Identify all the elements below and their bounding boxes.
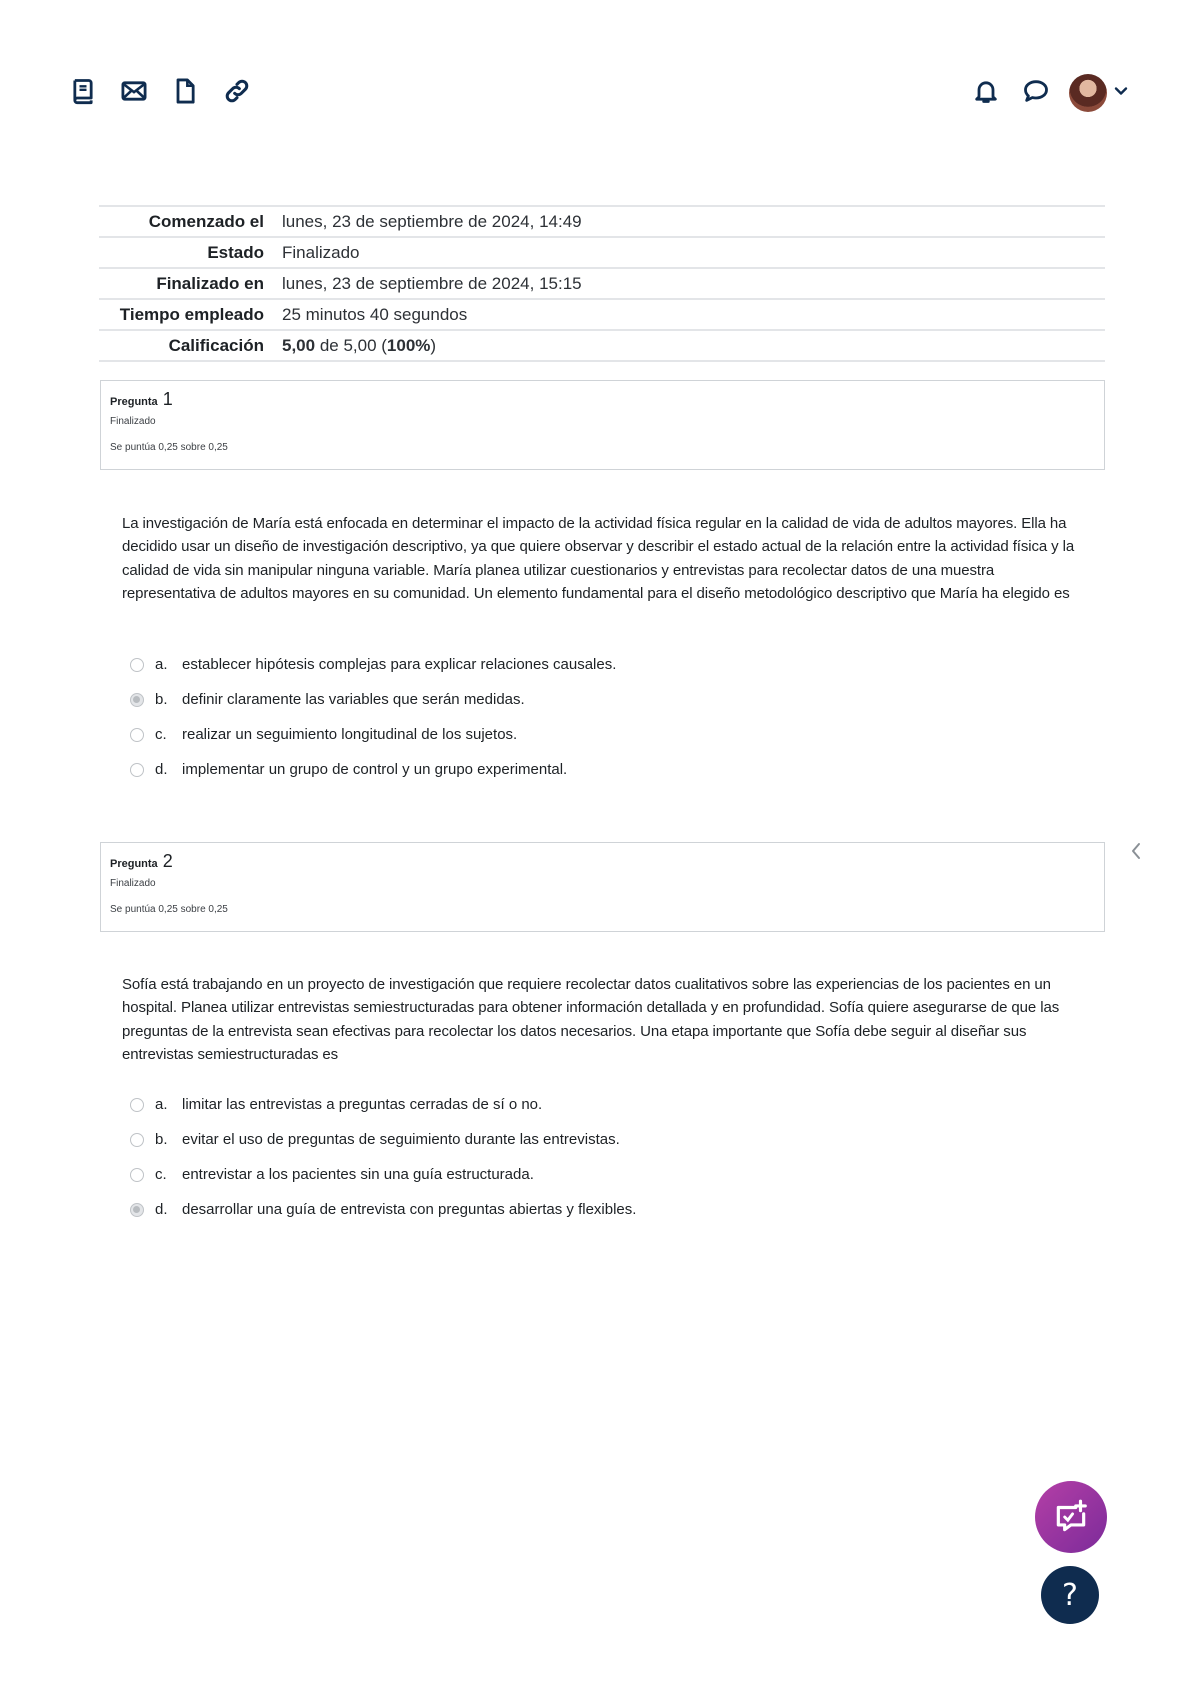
answer-text: desarrollar una guía de entrevista con preguntas abiertas y flexibles. (182, 1201, 637, 1218)
question-text: Sofía está trabajando en un proyecto de investigación que requiere recolectar datos cualitativos sobre las experiencias de los pacientes en un hospital. Planea utilizar entrevistas semiestructuradas para obtener información detallada y en profundidad. Sofía quiere asegurarse de que las preguntas de la entrevista sean efectivas para recolectar los datos necesarios. Una etapa importante que Sofía debe seguir al diseñar sus entrevistas semiestructuradas es (122, 976, 1060, 1064)
answer-letter: d. (155, 1201, 168, 1218)
question-label: Pregunta (110, 858, 158, 870)
chat-icon[interactable] (1021, 76, 1051, 106)
answer-option[interactable] (130, 717, 1030, 752)
answer-text: definir claramente las variables que serán medidas. (182, 691, 525, 708)
answer-letter: d. (155, 761, 168, 778)
answer-text: entrevistar a los pacientes sin una guía estructurada. (182, 1166, 534, 1183)
question-grade: Se puntúa 0,25 sobre 0,25 (110, 442, 228, 453)
summary-row (99, 330, 1105, 361)
summary-key: Finalizado en (99, 268, 274, 299)
answer-option[interactable] (130, 682, 1030, 717)
radio-button[interactable] (130, 1133, 144, 1147)
answer-option[interactable] (130, 752, 1030, 787)
answer-text: implementar un grupo de control y un grupo experimental. (182, 761, 568, 778)
answer-letter: a. (155, 1096, 168, 1113)
answer-text: realizar un seguimiento longitudinal de los sujetos. (182, 726, 518, 743)
answer-list (130, 647, 1030, 787)
question-text: La investigación de María está enfocada en determinar el impacto de la actividad física regular en la calidad de vida de adultos mayores. Ella ha decidido usar un diseño de investigación descriptivo, ya que quiere observar y describir el estado actual de la relación entre la actividad física y la calidad de vida sin manipular ninguna variable. María planea utilizar cuestionarios y entrevistas para recolectar datos de una muestra representativa de adultos mayores en su comunidad. Un elemento fundamental para el diseño metodológico descriptivo que María ha elegido es (122, 515, 1075, 603)
help-button[interactable]: ? (1041, 1566, 1099, 1624)
answer-option[interactable] (130, 1087, 1030, 1122)
summary-row (99, 206, 1105, 237)
answer-option[interactable] (130, 1122, 1030, 1157)
summary-row (99, 299, 1105, 330)
bell-icon[interactable] (971, 76, 1001, 106)
file-icon[interactable] (170, 76, 200, 106)
summary-value: 25 minutos 40 segundos (274, 299, 1105, 330)
chat-sparkle-icon (1052, 1498, 1090, 1536)
book-icon[interactable] (68, 76, 98, 106)
summary-value: lunes, 23 de septiembre de 2024, 14:49 (274, 206, 1105, 237)
question-number (110, 389, 1095, 410)
question-grade: Se puntúa 0,25 sobre 0,25 (110, 904, 228, 915)
answer-list (130, 1087, 1030, 1227)
summary-key: Estado (99, 237, 274, 268)
summary-key: Tiempo empleado (99, 299, 274, 330)
radio-button[interactable] (130, 763, 144, 777)
mail-icon[interactable] (119, 76, 149, 106)
grade-total: de 5,00 ( (315, 336, 387, 355)
answer-text: limitar las entrevistas a preguntas cerradas de sí o no. (182, 1096, 543, 1113)
avatar[interactable] (1069, 74, 1107, 112)
radio-button[interactable] (130, 1098, 144, 1112)
attempt-summary-table (99, 205, 1105, 362)
summary-value: Finalizado (274, 237, 1105, 268)
question-number (110, 851, 1095, 872)
answer-letter: b. (155, 691, 168, 708)
radio-button[interactable] (130, 693, 144, 707)
answer-text: establecer hipótesis complejas para explicar relaciones causales. (182, 656, 617, 673)
answer-letter: c. (155, 1166, 167, 1183)
answer-letter: b. (155, 1131, 168, 1148)
link-icon[interactable] (222, 76, 252, 106)
grade-percent: 100% (386, 336, 431, 355)
answer-option[interactable] (130, 1192, 1030, 1227)
question-info-2 (100, 842, 1105, 932)
chevron-down-icon[interactable] (1113, 83, 1129, 99)
radio-button[interactable] (130, 1168, 144, 1182)
top-navbar (0, 0, 1200, 190)
chevron-left-icon[interactable] (1128, 840, 1144, 862)
grade-value (274, 330, 1105, 361)
answer-text: evitar el uso de preguntas de seguimiento durante las entrevistas. (182, 1131, 620, 1148)
summary-key: Comenzado el (99, 206, 274, 237)
question-label: Pregunta (110, 396, 158, 408)
summary-row (99, 237, 1105, 268)
question-number-value: 1 (162, 389, 173, 409)
answer-option[interactable] (130, 647, 1030, 682)
ai-assistant-button[interactable] (1035, 1481, 1107, 1553)
radio-button[interactable] (130, 658, 144, 672)
answer-option[interactable] (130, 1157, 1030, 1192)
answer-letter: a. (155, 656, 168, 673)
answer-letter: c. (155, 726, 167, 743)
question-state: Finalizado (110, 416, 156, 427)
grade-score: 5,00 (282, 336, 316, 355)
summary-value: lunes, 23 de septiembre de 2024, 15:15 (274, 268, 1105, 299)
radio-button[interactable] (130, 728, 144, 742)
question-info-1 (100, 380, 1105, 470)
question-state: Finalizado (110, 878, 156, 889)
summary-row (99, 268, 1105, 299)
radio-button[interactable] (130, 1203, 144, 1217)
question-number-value: 2 (162, 851, 173, 871)
grade-close: ) (430, 336, 437, 355)
summary-key: Calificación (99, 330, 274, 361)
